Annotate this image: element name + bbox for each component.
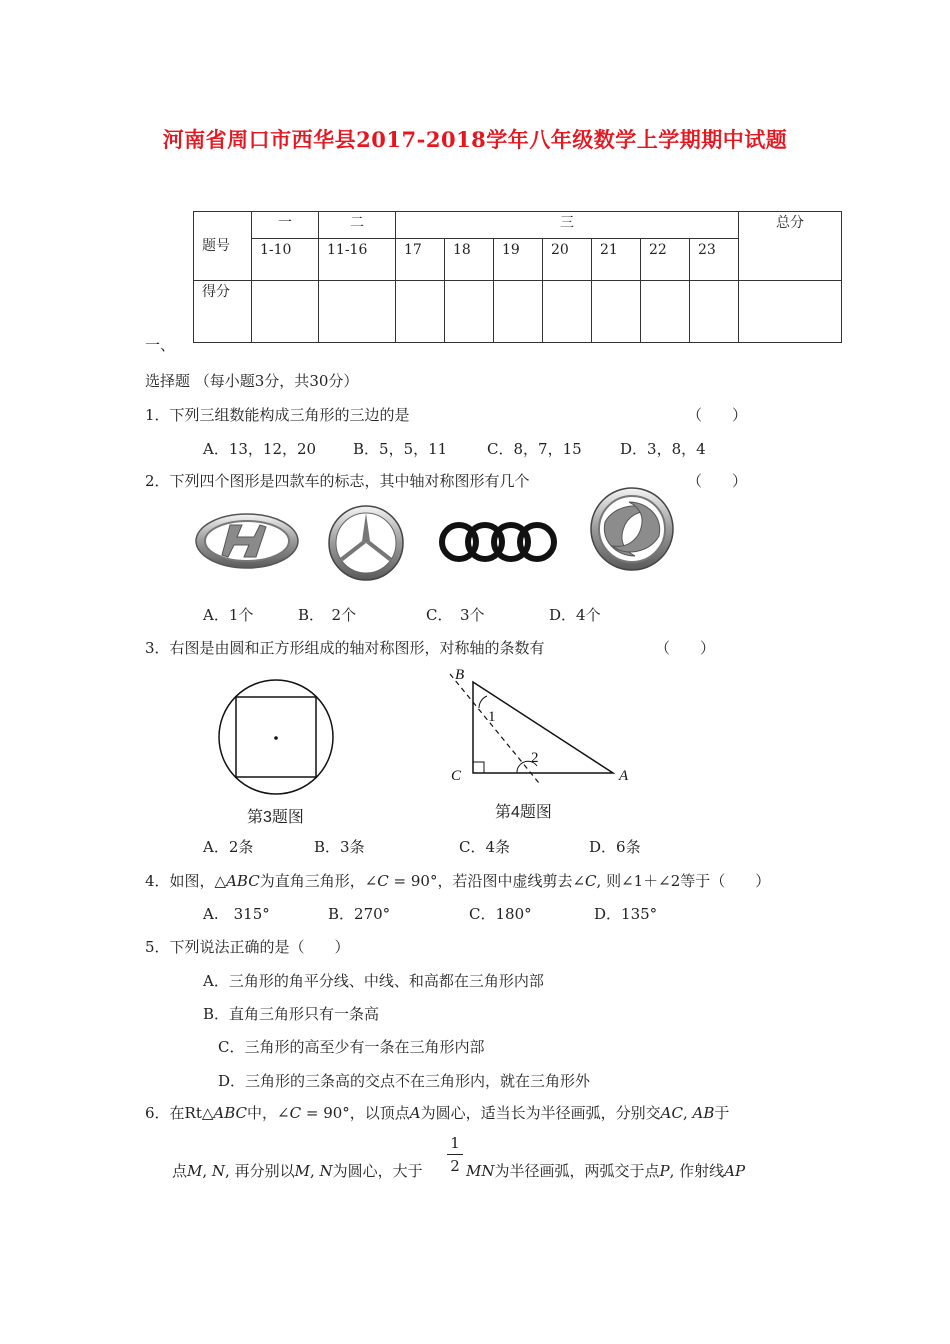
range-cell: 21 [592,239,641,281]
mercedes-logo [326,503,406,583]
option: D．3，8，4 [620,440,706,458]
option: A. 315° [203,905,270,923]
option: C．180° [469,905,532,923]
range-cell: 17 [396,239,445,281]
figure-3-caption: 第3题图 [247,809,304,826]
question-2-answer-paren: （ ） [687,472,748,490]
fraction-denominator: 2 [450,1157,460,1175]
angle-label-2: 2 [531,750,539,766]
question-6-line-2-tail: MN为半径画弧，两弧交于点P, 作射线AP [466,1162,746,1180]
score-cell [319,281,396,343]
score-cell [641,281,690,343]
score-cell [592,281,641,343]
score-cell [690,281,739,343]
option: C．三角形的高至少有一条在三角形内部 [218,1038,485,1056]
option: D．135° [594,905,658,923]
score-cell [396,281,445,343]
option: D．4个 [549,606,601,624]
hyundai-logo [194,511,300,571]
option: B．3条 [314,838,365,856]
row-label-score: 得分 [194,281,252,343]
question-1-answer-paren: （ ） [687,406,748,424]
fraction-one-half [447,1134,463,1175]
section-title: 选择题 （每小题3分，共30分） [145,372,359,390]
option: A．1个 [203,606,254,624]
section-header-total: 总分 [739,212,842,281]
question-3-stem: 3．右图是由圆和正方形组成的轴对称图形，对称轴的条数有 [145,639,545,657]
option: C．8，7，15 [487,440,582,458]
row-label-number: 题号 [202,238,230,254]
question-1-stem: 1．下列三组数能构成三角形的三边的是 [145,406,410,424]
score-cell [494,281,543,343]
angle-label-1: 1 [488,709,496,725]
vertex-label-c: C [451,768,462,784]
figure-4-caption: 第4题图 [495,804,552,821]
section-header-1: 一 [252,212,319,239]
option: C． 3个 [426,606,485,624]
question-2-stem: 2．下列四个图形是四款车的标志，其中轴对称图形有几个 [145,472,530,490]
option: D．三角形的三条高的交点不在三角形内，就在三角形外 [218,1072,591,1090]
score-cell [543,281,592,343]
range-cell: 1-10 [252,239,319,281]
question-6-line-2: 点M, N, 再分别以M, N为圆心，大于 [172,1162,423,1180]
option: D．6条 [589,838,641,856]
score-cell [739,281,842,343]
section-number: 一、 [145,336,176,354]
figure-4-triangle [445,662,645,784]
section-header-2: 二 [319,212,396,239]
range-cell: 23 [690,239,739,281]
option: A．2条 [203,838,254,856]
score-cell [445,281,494,343]
option: A．三角形的角平分线、中线、和高都在三角形内部 [203,972,544,990]
fraction-numerator: 1 [450,1134,460,1152]
page-title: 河南省周口市西华县2017-2018学年八年级数学上学期期中试题 [162,127,788,152]
option: B．5，5，11 [353,440,448,458]
section-header-3: 三 [396,212,739,239]
option: C．4条 [459,838,511,856]
range-cell: 11-16 [319,239,396,281]
audi-logo [438,519,558,565]
range-cell: 20 [543,239,592,281]
range-cell: 19 [494,239,543,281]
option: B．270° [328,905,391,923]
question-6-line-1: 6．在Rt△ABC中，∠C = 90°，以顶点A为圆心，适当长为半径画弧，分别交AC, AB于 [145,1104,730,1122]
score-cell [252,281,319,343]
question-5-stem: 5．下列说法正确的是（ ） [145,938,350,956]
option: B． 2个 [298,606,357,624]
question-4-stem: 4．如图，△ABC为直角三角形，∠C = 90°，若沿图中虚线剪去∠C, 则∠1＋∠2等于（ ） [145,872,771,890]
figure-3-circle-square [217,678,337,798]
vertex-label-a: A [619,768,629,784]
dongfeng-logo [587,486,677,572]
vertex-label-b: B [455,667,465,683]
option: A．13，12，20 [203,440,317,458]
score-table [193,211,842,343]
range-cell: 18 [445,239,494,281]
option: B．直角三角形只有一条高 [203,1005,380,1023]
question-3-answer-paren: （ ） [655,639,716,657]
range-cell: 22 [641,239,690,281]
